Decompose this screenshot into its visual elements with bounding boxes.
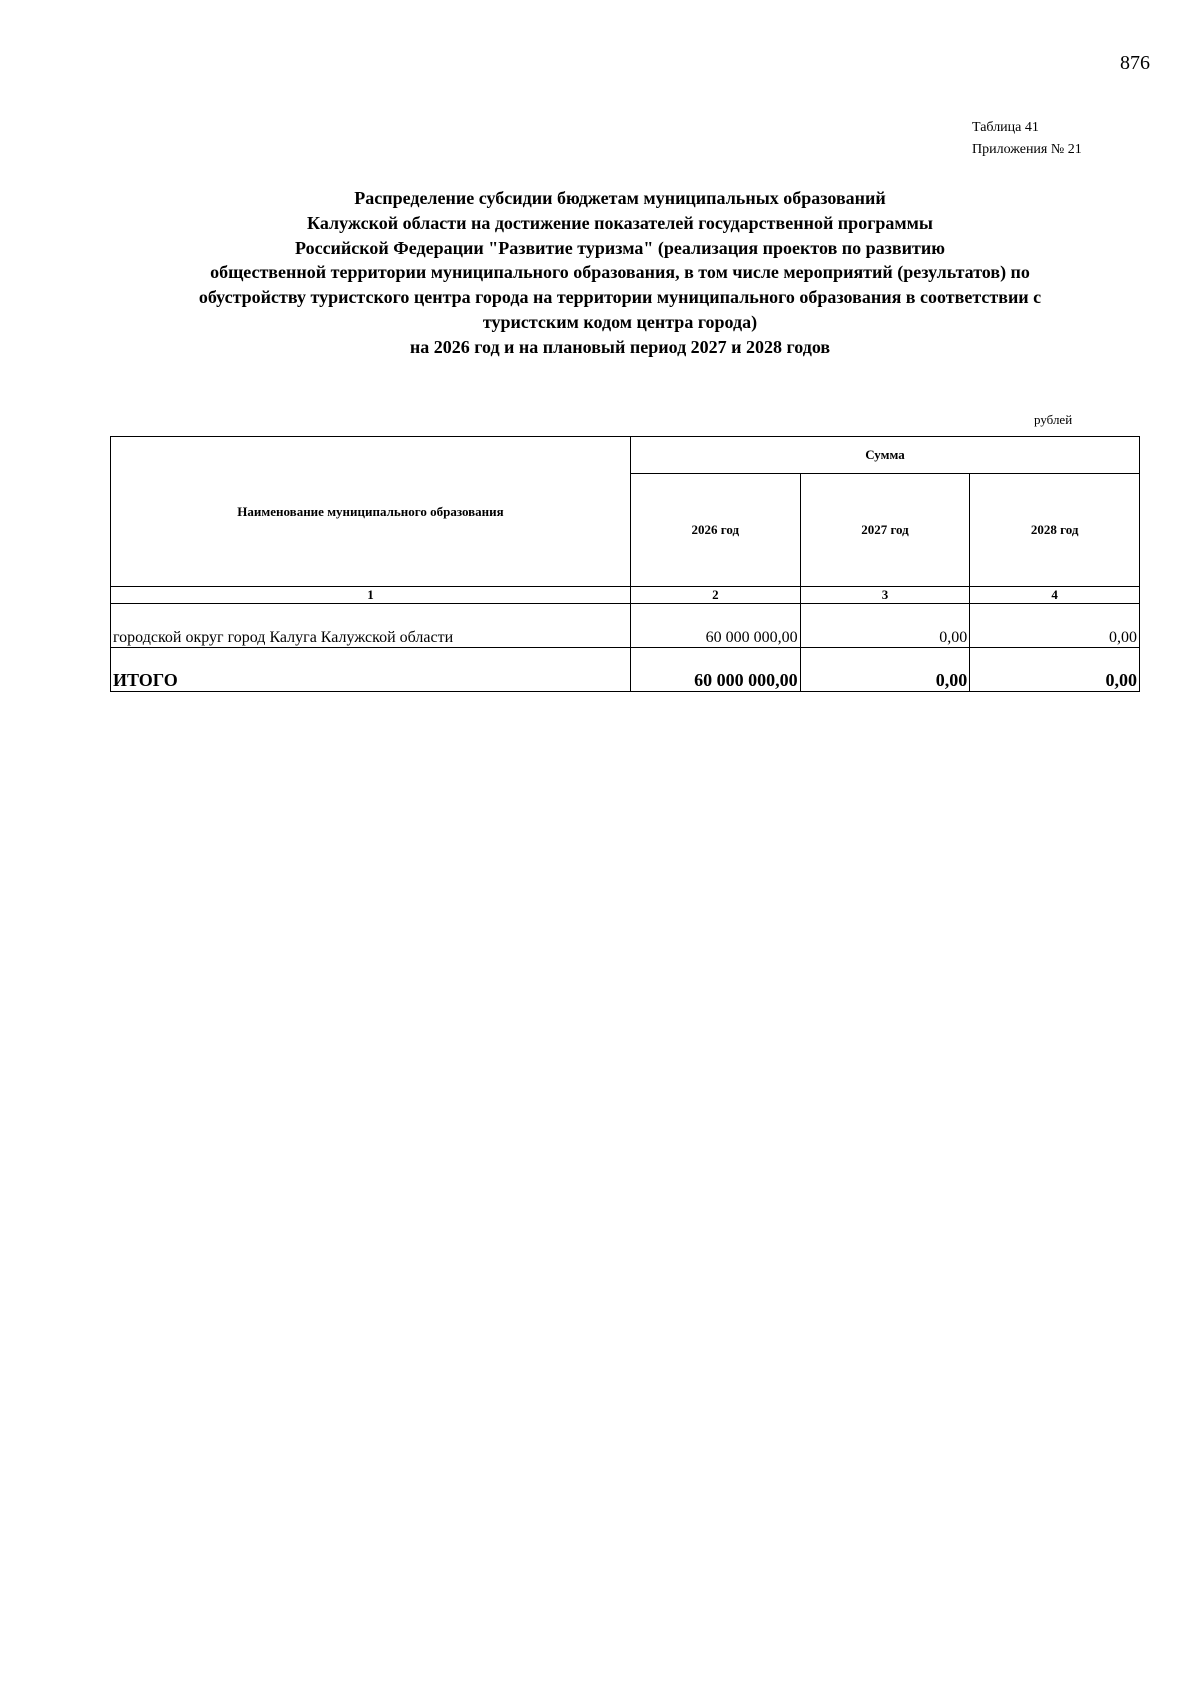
table-ref-line1: Таблица 41 (972, 120, 1039, 135)
total-value-2026: 60 000 000,00 (631, 648, 801, 692)
total-label-cell: ИТОГО (111, 648, 631, 692)
unit-label: рублей (1034, 412, 1073, 427)
title-line: Калужской области на достижение показателей государственной программы (307, 212, 933, 233)
title-line: туристским кодом центра города) (482, 311, 758, 332)
column-number-row (111, 587, 1140, 604)
title-line: на 2026 год и на плановый период 2027 и 2028 годов (409, 336, 831, 357)
title-line: общественной территории муниципального образования, в том числе мероприятий (результатов) по (210, 262, 1030, 283)
title-line: Распределение субсидии бюджетам муниципальных образований (354, 188, 886, 208)
table-row (111, 604, 1140, 648)
title-line: обустройству туристского центра города на территории муниципального образования в соответствии с (198, 287, 1042, 308)
total-value-2028: 0,00 (970, 648, 1140, 692)
page-number: 876 (1120, 52, 1150, 74)
subsidy-table (110, 436, 1140, 692)
total-value-2027: 0,00 (800, 648, 970, 692)
total-row (111, 648, 1140, 692)
municipality-name-cell: городской округ город Калуга Калужской области (111, 604, 631, 648)
title-line: Российской Федерации "Развитие туризма" (реализация проектов по развитию (295, 237, 945, 258)
header-name-cell: Наименование муниципального образования (111, 437, 631, 587)
document-title (100, 186, 1140, 360)
table-reference (972, 117, 1082, 161)
value-cell-2028: 0,00 (970, 604, 1140, 648)
header-year-cell: 2027 год (800, 474, 970, 587)
header-year-cell: 2028 год (970, 474, 1140, 587)
header-row (111, 437, 1140, 474)
value-cell-2027: 0,00 (800, 604, 970, 648)
header-sum-cell: Сумма (631, 437, 1140, 474)
column-number-cell: 1 (111, 587, 631, 604)
column-number-cell: 3 (800, 587, 970, 604)
header-year-cell: 2026 год (631, 474, 801, 587)
table-ref-line2: Приложения № 21 (972, 142, 1082, 157)
column-number-cell: 4 (970, 587, 1140, 604)
column-number-cell: 2 (631, 587, 801, 604)
value-cell-2026: 60 000 000,00 (631, 604, 801, 648)
